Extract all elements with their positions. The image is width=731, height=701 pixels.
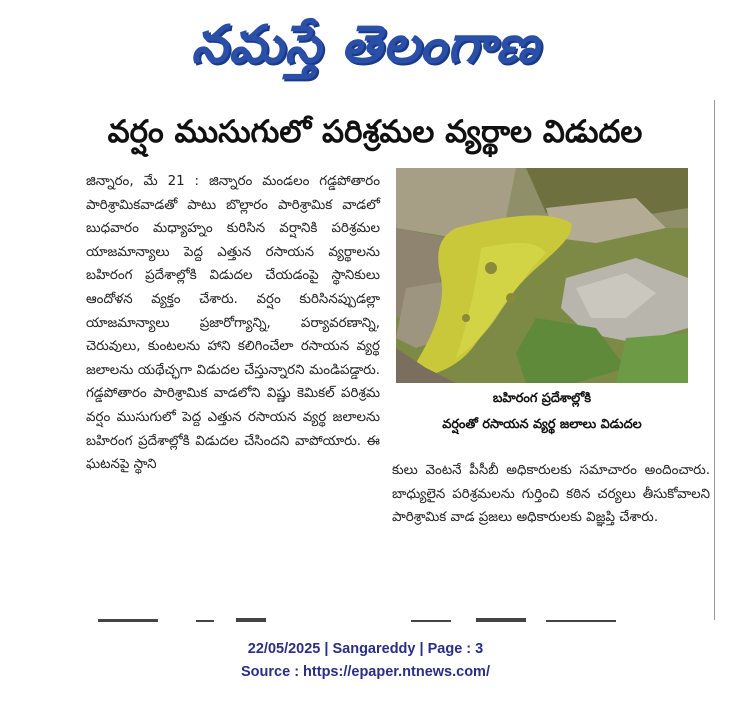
- footer-source: Source : https://epaper.ntnews.com/: [241, 664, 490, 680]
- page-footer: [0, 638, 731, 684]
- article-column-left: [86, 170, 380, 477]
- polluted-stream-image: [396, 168, 688, 383]
- newspaper-title: నమస్తే తెలంగాణ: [191, 14, 540, 75]
- article-headline: వర్షం ముసుగులో పరిశ్రమల వ్యర్థాల విడుదల: [107, 114, 643, 150]
- photo-caption: [396, 386, 688, 438]
- article-body-right: కులు వెంటనే పీసీబీ అధికారులకు సమాచారం అందించారు. బాధ్యులైన పరిశ్రమలను గుర్తించి కఠిన చర్యలు తీసుకోవాలని పారిశ్రామిక వాడ ప్రజలు అధికారులకు విజ్ఞప్తి చేశారు.: [392, 463, 710, 526]
- caption-line-1: బహిరంగ ప్రదేశాల్లోకి: [492, 391, 592, 406]
- article-column-right: [392, 459, 710, 530]
- footer-date-edition: 22/05/2025 | Sangareddy | Page : 3: [247, 641, 484, 657]
- article-photo: [396, 168, 688, 383]
- article-body-left: జిన్నారం, మే 21 : జిన్నారం మండలం గడ్డపోతారం పారిశ్రామికవాడతో పాటు బొల్లారం పారిశ్రామిక వాడలో బుధవారం మధ్యాహ్నం కురిసిన వర్షానికి పరిశ్రమల యాజమాన్యాలు పెద్ద ఎత్తున రసాయన వ్యర్థాలను బహిరంగ ప్రదేశాల్లోకి విడుదల చేయడంపై స్థానికులు ఆందోళన వ్యక్తం చేశారు. వర్షం కురిసినప్పుడల్లా యాజమాన్యాలు ప్రజారోగ్యాన్ని, పర్యావరణాన్ని, చెరువులు, కుంటలను హాని కలిగించేలా రసాయన వ్యర్థ జలాలను యథేచ్ఛగా విడుదల చేస్తున్నారని మండిపడ్డారు. గడ్డపోతారం పారిశ్రామిక వాడలోని విష్ణు కెమికల్ పరిశ్రమ వర్షం ముసుగులో పెద్ద ఎత్తున రసాయన వ్యర్థ జలాలను బహిరంగ ప్రదేశాల్లోకి విడుదల చేసిందని వాపోయారు. ఈ ఘటనపై స్థాని: [86, 174, 380, 473]
- column-rule: [714, 100, 715, 620]
- masthead: [0, 0, 731, 95]
- caption-line-2: వర్షంతో రసాయన వ్యర్థ జలాలు విడుదల: [442, 417, 642, 432]
- cut-off-next-article: [86, 612, 714, 622]
